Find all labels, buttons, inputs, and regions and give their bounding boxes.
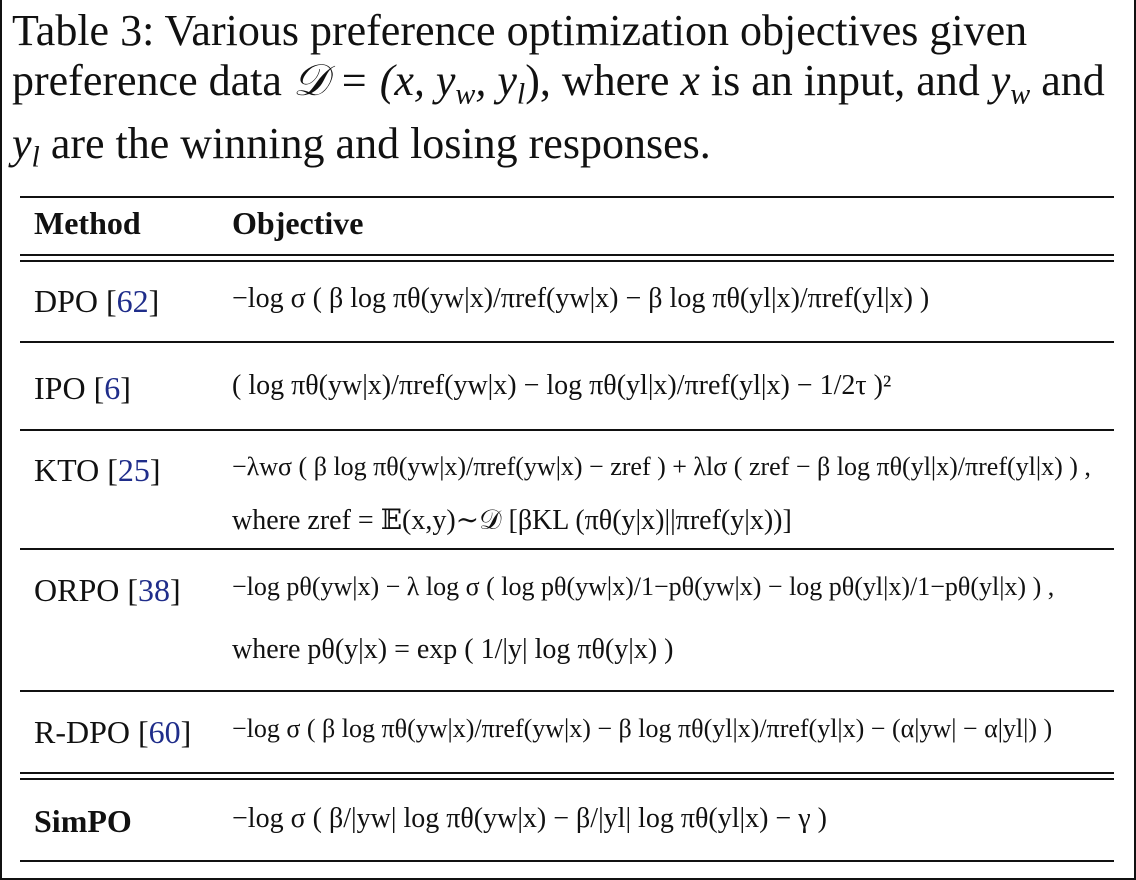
objective-formula: −log σ ( β/|yw| log πθ(yw|x) − β/|yl| log πθ(yl|x) − γ ) [232,803,827,834]
method-cell: DPO [62] [34,283,160,319]
row-rule [20,548,1114,550]
bottom-rule [20,860,1114,862]
row-rule [20,429,1114,431]
citation[interactable]: 38 [138,572,171,608]
caption-dataset: 𝒟 = (x, y [292,56,456,105]
table-caption: Table 3: Various preference optimization objectives given preference data 𝒟 = (x, $y_w$, $y_l$), where x is an input, and $y_w$ and $y_l$ are the winning and losing responses. [12,6,1105,174]
caption-label: Table 3: [12,6,155,55]
objective-formula: ( log πθ(yw|x)/πref(yw|x) − log πθ(yl|x)/πref(yl|x) − 1/2τ )² [232,370,892,401]
header-method: Method [34,205,141,241]
row-rule [20,690,1114,692]
caption-text: Various preference optimization objectives given preference data [12,6,1028,105]
method-cell: ORPO [38] [34,572,181,608]
citation[interactable]: 62 [116,283,149,319]
objective-formula: −log σ ( β log πθ(yw|x)/πref(yw|x) − β log πθ(yl|x)/πref(yl|x) ) [232,283,930,314]
method-cell: R-DPO [60] [34,714,192,750]
row-rule [20,341,1114,343]
citation[interactable]: 6 [104,370,121,406]
top-rule [20,196,1114,198]
header-double-rule-a [20,254,1114,256]
method-cell: KTO [25] [34,452,161,488]
objective-formula: −log σ ( β log πθ(yw|x)/πref(yw|x) − β log πθ(yl|x)/πref(yl|x) − (α|yw| − α|yl|) ) [232,714,1053,743]
frame-left-edge [0,0,2,880]
objective-formula-line2: where pθ(y|x) = exp ( 1/|y| log πθ(y|x) ) [232,634,674,665]
citation[interactable]: 25 [117,452,150,488]
simpo-double-rule-a [20,772,1114,774]
method-cell: SimPO [34,803,132,839]
header-objective: Objective [232,205,364,241]
header-double-rule-b [20,260,1114,262]
method-cell: IPO [6] [34,370,131,406]
objective-formula: −λwσ ( β log πθ(yw|x)/πref(yw|x) − zref ) + λlσ ( zref − β log πθ(yl|x)/πref(yl|x) ) , [232,452,1091,481]
simpo-double-rule-b [20,778,1114,780]
citation[interactable]: 60 [148,714,181,750]
objective-formula: −log pθ(yw|x) − λ log σ ( log pθ(yw|x)/1−pθ(yw|x) − log pθ(yl|x)/1−pθ(yl|x) ) , [232,572,1055,601]
objective-formula-line2: where zref = 𝔼(x,y)∼𝒟 [βKL (πθ(y|x)||πref(y|x))] [232,505,792,536]
